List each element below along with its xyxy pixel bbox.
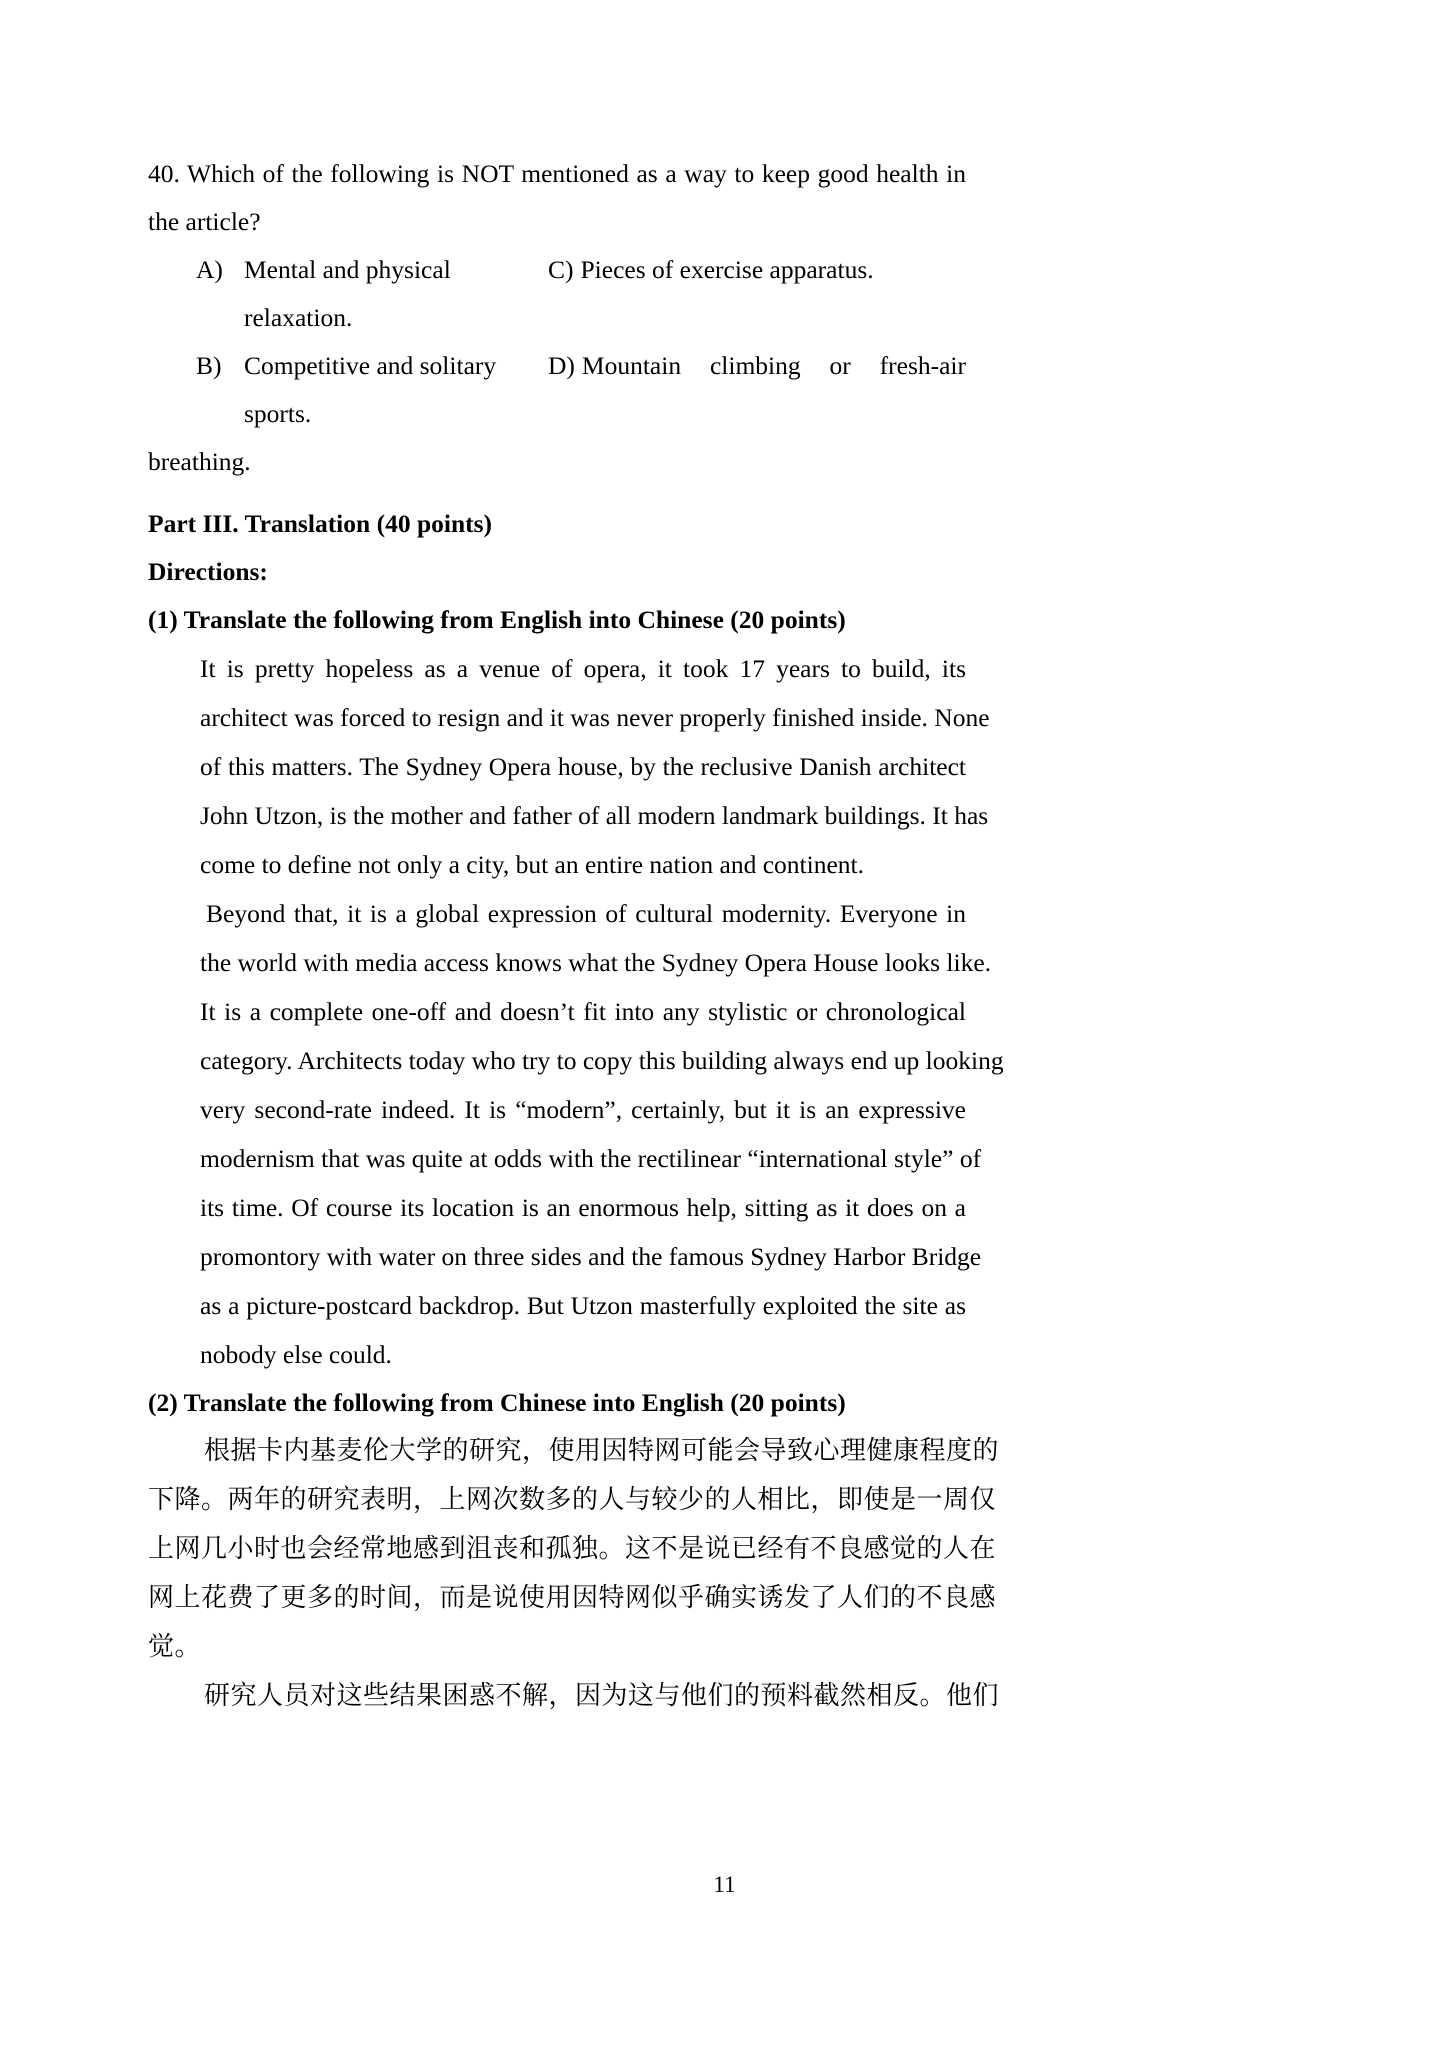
cn-p1-line-4: 网上花费了更多的时间，而是说使用因特网似乎确实诱发了人们的不良感 [148, 1583, 997, 1613]
option-a-tag: A) [196, 255, 223, 284]
section-1-heading: (1) Translate the following from English into Chinese (20 points) [148, 605, 846, 634]
en-p1-line-3: of this matters. The Sydney Opera house, by the reclusive Danish architect [200, 752, 966, 781]
cn-p2-line-1: 研究人员对这些结果困惑不解，因为这与他们的预料截然相反。他们 [204, 1681, 1000, 1711]
en-p1-line-1: It is pretty hopeless as a venue of opera, it took 17 years to build, its [200, 654, 966, 683]
cn-p1-line-1: 根据卡内基麦伦大学的研究，使用因特网可能会导致心理健康程度的 [204, 1436, 1000, 1466]
option-d-continuation: breathing. [148, 447, 251, 476]
en-p2-line-9: as a picture-postcard backdrop. But Utzon masterfully exploited the site as [200, 1291, 966, 1320]
en-p1-line-5: come to define not only a city, but an entire nation and continent. [200, 850, 864, 879]
option-d-tag: D) [548, 351, 575, 380]
en-p2-line-2: the world with media access knows what the Sydney Opera House looks like. [200, 948, 992, 977]
section-2-paragraph-1 [148, 1427, 1000, 1672]
section-1-paragraph-1 [148, 644, 990, 889]
option-a[interactable] [148, 246, 548, 342]
en-p2-line-6: modernism that was quite at odds with the rectilinear “international style” of [200, 1144, 982, 1173]
en-p2-line-3: It is a complete one-off and doesn’t fit into any stylistic or chronological [200, 997, 966, 1026]
option-d[interactable] [548, 342, 966, 438]
option-c[interactable] [548, 246, 966, 342]
section-2-heading: (2) Translate the following from Chinese into English (20 points) [148, 1388, 846, 1417]
question-40-stem-line-2: the article? [148, 207, 261, 236]
question-40-stem-line-1: 40. Which of the following is NOT mentioned as a way to keep good health in [148, 159, 966, 188]
section-2-paragraph-2 [148, 1672, 1000, 1721]
option-c-tag: C) [548, 255, 574, 284]
en-p2-line-4: category. Architects today who try to copy this building always end up looking [200, 1046, 1004, 1075]
en-p1-line-2: architect was forced to resign and it was never properly finished inside. None [200, 703, 990, 732]
option-c-label: Pieces of exercise apparatus. [580, 255, 874, 284]
option-row-ac [148, 246, 966, 342]
option-b-tag: B) [196, 351, 222, 380]
en-p2-line-8: promontory with water on three sides and the famous Sydney Harbor Bridge [200, 1242, 982, 1271]
en-p2-line-7: its time. Of course its location is an enormous help, sitting as it does on a [200, 1193, 966, 1222]
cn-p1-line-5: 觉。 [148, 1632, 202, 1662]
spacer-before-part-heading [148, 486, 966, 500]
option-a-label: Mental and physical relaxation. [244, 255, 451, 332]
option-b-label: Competitive and solitary sports. [244, 351, 497, 428]
cn-p1-line-2: 下降。两年的研究表明，上网次数多的人与较少的人相比，即使是一周仅 [148, 1485, 997, 1515]
cn-p1-line-3: 上网几小时也会经常地感到沮丧和孤独。这不是说已经有不良感觉的人在 [148, 1534, 997, 1564]
en-p2-line-5: very second-rate indeed. It is “modern”, certainly, but it is an expressive [200, 1095, 966, 1124]
section-1-paragraph-2 [148, 889, 1004, 1379]
option-b[interactable] [148, 342, 548, 438]
en-p1-line-4: John Utzon, is the mother and father of all modern landmark buildings. It has [200, 801, 989, 830]
part-iii-heading: Part III. Translation (40 points) [148, 509, 493, 538]
en-p2-line-1: Beyond that, it is a global expression of cultural modernity. Everyone in [206, 899, 966, 928]
question-40-stem [148, 150, 966, 246]
page-content [148, 150, 1004, 1721]
question-40-block [148, 150, 966, 246]
page-number: 11 [713, 1872, 736, 1897]
option-row-bd [148, 342, 966, 438]
option-d-label: Mountain climbing or fresh-air [581, 351, 966, 380]
en-p2-line-10: nobody else could. [200, 1340, 392, 1369]
directions-label: Directions: [148, 557, 268, 586]
